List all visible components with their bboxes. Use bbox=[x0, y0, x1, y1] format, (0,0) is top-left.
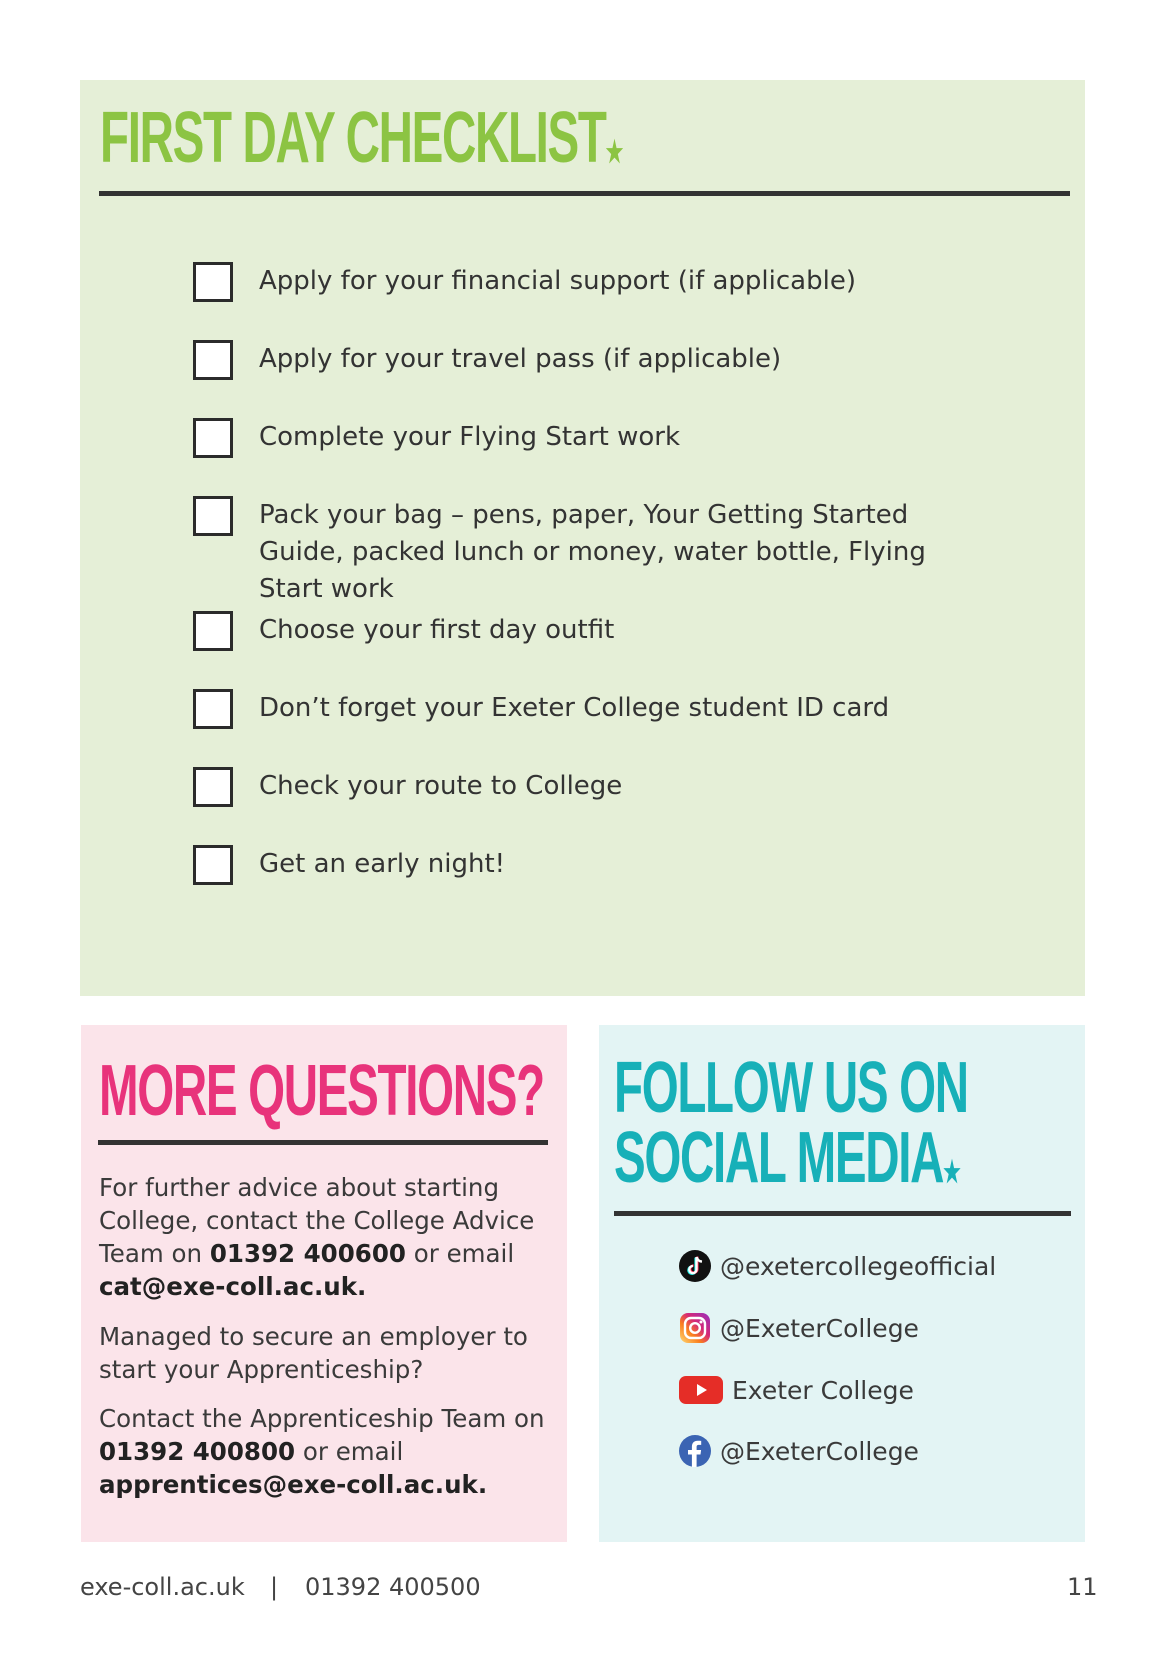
checklist-title-text: FIRST DAY CHECKLIST bbox=[100, 98, 606, 178]
tiktok-handle: @exetercollegeofficial bbox=[720, 1251, 997, 1281]
checklist-divider bbox=[99, 191, 1070, 196]
facebook-icon bbox=[678, 1434, 712, 1468]
instagram-handle: @ExeterCollege bbox=[720, 1313, 919, 1343]
checklist-item-label: Pack your bag – pens, paper, Your Getting Started Guide, packed lunch or money, water bottle, Flying Start work bbox=[259, 500, 926, 604]
checklist-item-label: Check your route to College bbox=[259, 771, 623, 801]
checklist-item-pack-bag[interactable] bbox=[193, 496, 979, 608]
social-divider bbox=[614, 1211, 1071, 1216]
checkbox[interactable] bbox=[193, 611, 233, 651]
checklist-panel bbox=[80, 80, 1085, 996]
social-link-youtube[interactable] bbox=[678, 1373, 914, 1407]
social-link-tiktok[interactable] bbox=[678, 1249, 996, 1283]
social-link-instagram[interactable] bbox=[678, 1311, 919, 1345]
facebook-handle: @ExeterCollege bbox=[720, 1436, 919, 1466]
checklist-item-financial-support[interactable] bbox=[193, 262, 979, 302]
more-questions-title: MORE QUESTIONS? bbox=[99, 1051, 544, 1131]
youtube-handle: Exeter College bbox=[732, 1375, 914, 1405]
apprenticeship-paragraph bbox=[99, 1402, 559, 1501]
social-media-panel bbox=[599, 1025, 1085, 1542]
star-icon: ★ bbox=[605, 136, 624, 169]
advice-email-link[interactable]: cat@exe-coll.ac.uk. bbox=[99, 1272, 367, 1301]
questions-divider bbox=[98, 1140, 548, 1145]
checklist-item-outfit[interactable] bbox=[193, 611, 979, 651]
checklist-item-route[interactable] bbox=[193, 767, 979, 807]
checklist-item-label: Don’t forget your Exeter College student ID card bbox=[259, 693, 890, 723]
checklist-item-label: Choose your first day outfit bbox=[259, 615, 615, 645]
checklist-item-id-card[interactable] bbox=[193, 689, 979, 729]
youtube-icon bbox=[678, 1373, 724, 1407]
instagram-icon bbox=[678, 1311, 712, 1345]
checkbox[interactable] bbox=[193, 262, 233, 302]
advice-paragraph bbox=[99, 1171, 559, 1303]
more-questions-panel bbox=[81, 1025, 567, 1542]
checklist-item-flying-start[interactable] bbox=[193, 418, 979, 458]
footer-phone[interactable]: 01392 400500 bbox=[305, 1573, 481, 1601]
checklist-title bbox=[100, 98, 624, 178]
checkbox[interactable] bbox=[193, 418, 233, 458]
checklist-item-label: Apply for your financial support (if applicable) bbox=[259, 266, 856, 296]
employer-paragraph: Managed to secure an employer to start your Apprenticeship? bbox=[99, 1322, 528, 1384]
social-media-title bbox=[614, 1048, 968, 1208]
page-number: 11 bbox=[1067, 1573, 1098, 1601]
social-title-line1: FOLLOW US ON bbox=[614, 1048, 968, 1128]
star-icon: ★ bbox=[943, 1156, 961, 1189]
footer-separator: | bbox=[270, 1573, 279, 1601]
advice-text: For further advice about starting College, contact the College Advice Team on bbox=[99, 1173, 535, 1268]
footer-website[interactable]: exe-coll.ac.uk bbox=[80, 1573, 245, 1601]
social-link-facebook[interactable] bbox=[678, 1434, 919, 1468]
checklist-item-label: Get an early night! bbox=[259, 849, 506, 879]
checklist-item-label: Complete your Flying Start work bbox=[259, 422, 681, 452]
apprenticeship-or-email: or email bbox=[302, 1437, 404, 1466]
checkbox[interactable] bbox=[193, 767, 233, 807]
checklist-item-early-night[interactable] bbox=[193, 845, 979, 885]
apprenticeship-text: Contact the Apprenticeship Team on bbox=[99, 1404, 545, 1433]
checklist-item-label: Apply for your travel pass (if applicable) bbox=[259, 344, 782, 374]
tiktok-icon bbox=[678, 1249, 712, 1283]
apprenticeship-email-link[interactable]: apprentices@exe-coll.ac.uk. bbox=[99, 1470, 488, 1499]
checklist-item-travel-pass[interactable] bbox=[193, 340, 979, 380]
social-title-line2: SOCIAL MEDIA bbox=[614, 1118, 944, 1198]
checkbox[interactable] bbox=[193, 845, 233, 885]
advice-phone[interactable]: 01392 400600 bbox=[209, 1239, 406, 1268]
checkbox[interactable] bbox=[193, 340, 233, 380]
checkbox[interactable] bbox=[193, 689, 233, 729]
apprenticeship-phone[interactable]: 01392 400800 bbox=[99, 1437, 296, 1466]
checkbox[interactable] bbox=[193, 496, 233, 536]
advice-or-email: or email bbox=[413, 1239, 515, 1268]
